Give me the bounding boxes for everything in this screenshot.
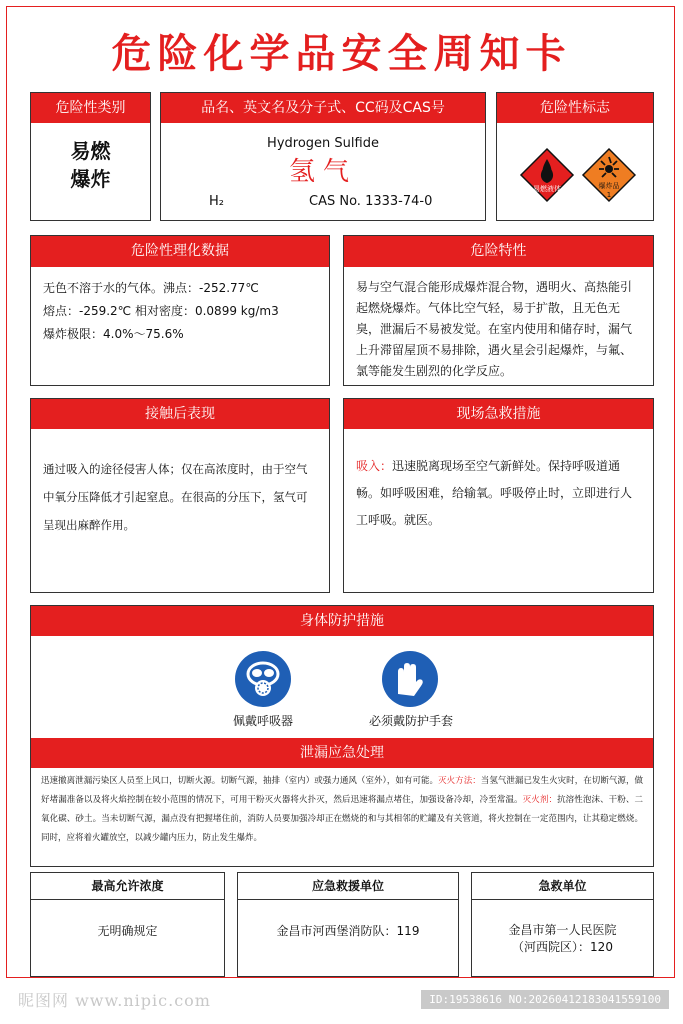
hazard-properties-text: 易与空气混合能形成爆炸混合物，遇明火、高热能引起燃烧爆炸。气体比空气轻，易于扩散，且无色无臭，泄漏后不易被发觉。在室内使用和储存时，漏气上升滞留屋顶不易排除，遇火星会引起爆炸，与氟、氯等能发生剧烈的化学反应。 <box>356 280 633 378</box>
exposure-box <box>30 398 330 593</box>
rescue-unit-header: 应急救援单位 <box>238 873 458 900</box>
leak-fire-label: 灭火方法： <box>438 776 481 786</box>
explosive-class-number: 1 <box>606 191 612 199</box>
leak-text <box>31 772 653 848</box>
exposure-text: 通过吸入的途径侵害人体；仅在高浓度时，由于空气中氧分压降低才引起窒息。在很高的分压下，氢气可呈现出麻醉作用。 <box>43 462 308 532</box>
hazard-sign-box <box>496 92 654 221</box>
physchem-box <box>30 235 330 386</box>
physchem-line: 爆炸极限：4.0%～75.6% <box>43 327 184 341</box>
first-aid-header: 现场急救措施 <box>344 399 653 429</box>
flammable-liquid-icon <box>519 147 575 203</box>
chinese-name: 氢气 <box>288 157 357 187</box>
exposure-header: 接触后表现 <box>31 399 329 429</box>
hospital-header: 急救单位 <box>472 873 653 900</box>
max-concentration-box <box>30 872 225 977</box>
physchem-line: 熔点：-259.2℃ 相对密度：0.0899 kg/m3 <box>43 304 279 318</box>
explosive-icon <box>581 147 637 203</box>
hazard-category-value: 易燃 爆炸 <box>70 139 111 191</box>
hazard-category-box <box>30 92 151 221</box>
hospital-value: 金昌市第一人民医院 （河西院区）：120 <box>508 923 617 954</box>
watermark-strip <box>0 980 683 1024</box>
first-aid-box <box>343 398 654 593</box>
leak-part2: 当氢气泄漏已发生火灾时，在切断气源，做好堵漏准备以及将火焰控制在较小范围的情况下，可用干粉灭火器将火扑灭，然后迅速将漏点堵住，加强设备冷却，冷至常温。 <box>41 776 643 805</box>
hazard-properties-header: 危险特性 <box>344 236 653 267</box>
physchem-content <box>31 267 329 346</box>
product-header: 品名、英文名及分子式、CC码及CAS号 <box>161 93 485 123</box>
leak-part3: 抗溶性泡沫、干粉、二氧化碳、砂土。当未切断气源，漏点没有把握堵住前，消防人员要加强冷却正在燃烧的和与其相邻的贮罐及有关管道，将火控制在一定范围内，让其稳定燃烧。同时，应将着火罐放空，以减少罐内压力，防止发生爆炸。 <box>41 795 643 843</box>
hospital-box <box>471 872 654 977</box>
physchem-line: 无色不溶于水的气体。沸点：-252.77℃ <box>43 281 259 295</box>
product-box <box>160 92 486 221</box>
watermark-right: ID:19538616 NO:20260412183041559100 <box>421 990 669 1009</box>
english-name: Hydrogen Sulfide <box>267 136 379 151</box>
rescue-unit-box <box>237 872 459 977</box>
leak-part1: 迅速撤离泄漏污染区人员至上风口，切断火源。切断气源，抽排（室内）或强力通风（室外），如有可能。 <box>41 776 439 786</box>
gloves-label: 必须戴防护手套 <box>368 714 453 728</box>
max-concentration-value: 无明确规定 <box>97 924 158 938</box>
max-concentration-header: 最高允许浓度 <box>31 873 224 900</box>
physchem-header: 危险性理化数据 <box>31 236 329 267</box>
hazard-category-header: 危险性类别 <box>31 93 150 123</box>
first-aid-text: 迅速脱离现场至空气新鲜处。保持呼吸道通畅。如呼吸困难，给输氧。呼吸停止时，立即进行人工呼吸。就医。 <box>356 459 633 527</box>
page-title: 危险化学品安全周知卡 <box>111 30 572 77</box>
leak-agent-label: 灭火剂： <box>522 795 558 805</box>
protection-header: 身体防护措施 <box>31 606 653 636</box>
flammable-liquid-label: 易燃液体 <box>533 185 561 193</box>
rescue-unit-value: 金昌市河西堡消防队：119 <box>276 924 420 938</box>
first-aid-prefix: 吸入： <box>356 459 393 473</box>
hazard-sign-header: 危险性标志 <box>497 93 653 123</box>
first-aid-content <box>344 429 653 534</box>
formula: H₂ <box>209 194 224 209</box>
respirator-icon <box>234 650 292 708</box>
watermark-left: 昵图网 www.nipic.com <box>18 991 211 1010</box>
protection-leak-box <box>30 605 654 867</box>
hazard-properties-box <box>343 235 654 386</box>
gloves-icon <box>381 650 439 708</box>
leak-header: 泄漏应急处理 <box>31 738 653 768</box>
explosive-label: 爆炸品 <box>598 182 620 190</box>
respirator-label: 佩戴呼吸器 <box>232 714 293 728</box>
cas-number: CAS No. 1333-74-0 <box>309 194 433 209</box>
